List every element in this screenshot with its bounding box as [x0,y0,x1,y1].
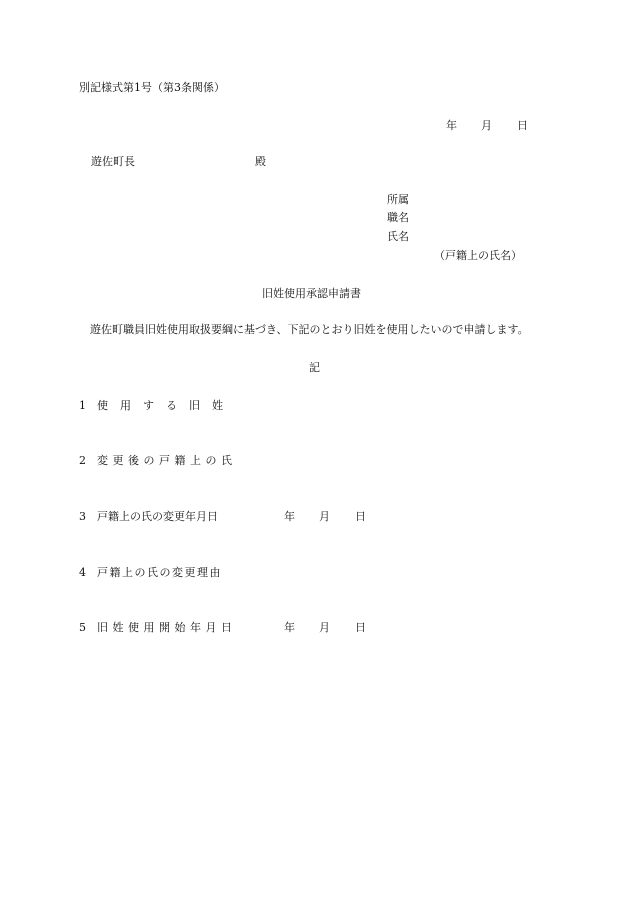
item-number: 2 [79,454,86,467]
item-day-label: 日 [355,510,366,523]
item-number: 5 [79,621,86,634]
item-month-label: 月 [319,510,330,523]
position-label: 職名 [387,211,409,224]
item-label: 戸籍上の氏の変更理由 [97,566,222,579]
applicant-name-note: （戸籍上の氏名） [434,249,522,262]
addressee-name: 遊佐町長 [91,155,135,168]
item-year-label: 年 [284,621,295,634]
item-year-label: 年 [284,510,295,523]
body-text: 遊佐町職員旧姓使用取扱要綱に基づき、下記のとおり旧姓を使用したいので申請します。 [90,323,529,336]
ki-label: 記 [309,361,320,374]
item-month-label: 月 [319,621,330,634]
item-label: 変更後の戸籍上の氏 [97,454,237,467]
item-label: 戸籍上の氏の変更年月日 [97,510,218,523]
affiliation-label: 所属 [387,193,409,206]
item-number: 4 [79,566,86,579]
addressee-honorific: 殿 [255,155,266,168]
item-day-label: 日 [355,621,366,634]
date-year-label: 年 [446,119,457,132]
form-label: 別記様式第1号（第3条関係） [79,81,225,94]
item-label: 旧姓使用開始年月日 [97,621,237,634]
item-label: 使用する旧姓 [97,399,235,412]
date-month-label: 月 [481,119,492,132]
item-number: 1 [79,399,86,412]
item-number: 3 [79,510,86,523]
applicant-name-label: 氏名 [387,230,409,243]
document-title: 旧姓使用承認申請書 [262,287,361,300]
date-day-label: 日 [517,119,528,132]
